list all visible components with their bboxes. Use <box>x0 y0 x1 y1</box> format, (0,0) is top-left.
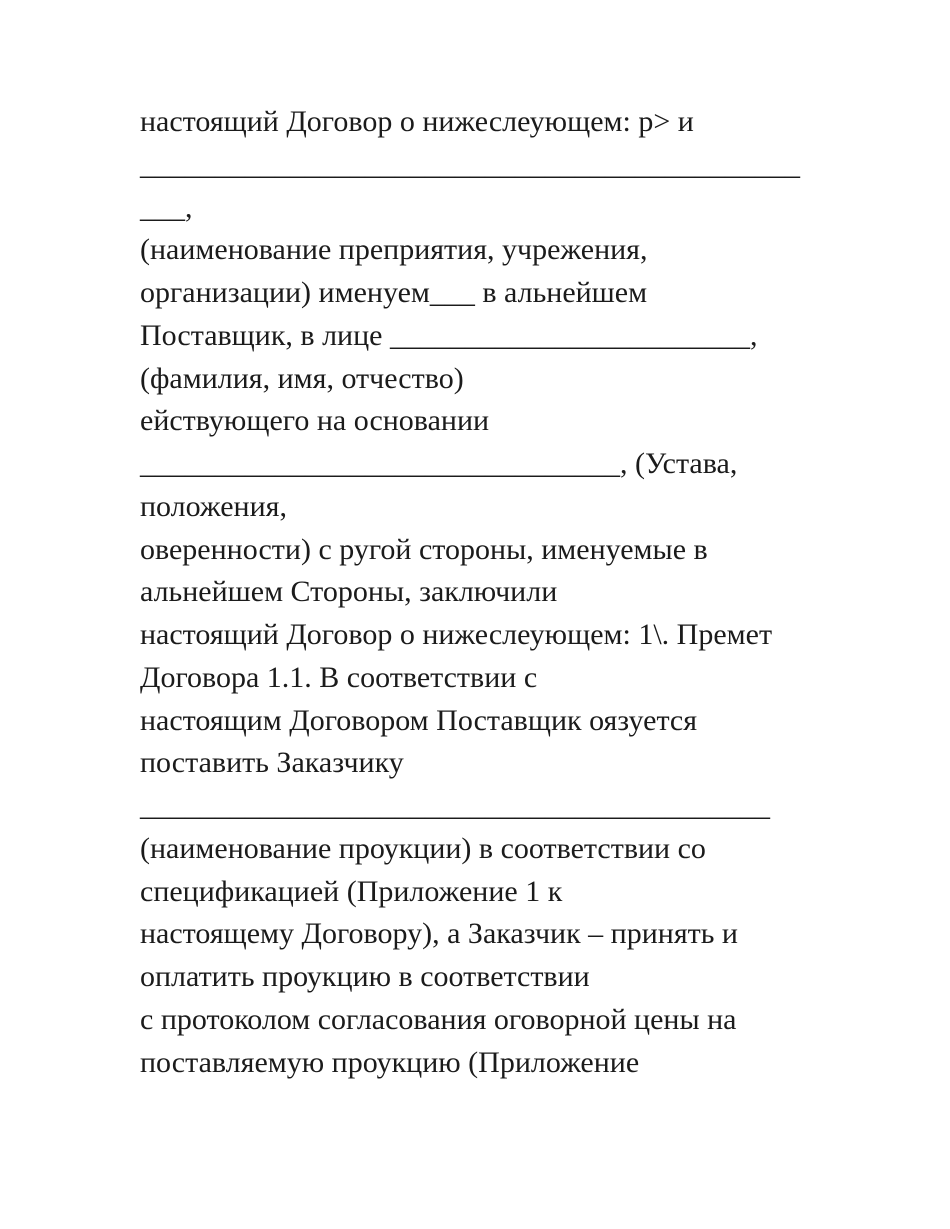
document-line: спецификацией (Приложение 1 к <box>140 874 563 908</box>
blank-fill-line: ___, <box>140 190 193 224</box>
document-line: оверенности) с ругой стороны, именуемые в <box>140 532 708 566</box>
document-line: с протоколом согласования оговорной цены на <box>140 1002 737 1036</box>
document-line: настоящему Договору), а Заказчик – принять и <box>140 917 738 951</box>
blank-fill-line: __________________________________________ <box>140 789 770 822</box>
document-line: ействующего на основании <box>140 404 490 438</box>
document-line: Поставщик, в лице ________________________, <box>140 318 758 352</box>
document-line: (наименование проукции) в соответствии со <box>140 831 706 865</box>
document-line: настоящий Договор о нижеслеующем: 1\. Премет <box>140 618 773 651</box>
document-line: настоящий Договор о нижеслеующем: p> и <box>140 105 694 138</box>
document-line: поставить Заказчику <box>140 746 404 780</box>
blank-fill-line: ________________________________, (Устава, <box>140 447 738 480</box>
document-line: (наименование преприятия, учрежения, <box>140 233 648 267</box>
blank-fill-line: ____________________________________________ <box>140 147 800 181</box>
document-line: положения, <box>140 489 287 523</box>
document-line: альнейшем Стороны, заключили <box>140 575 558 609</box>
document-line: (фамилия, имя, отчество) <box>140 361 464 395</box>
document-line: Договора 1.1. В соответствии с <box>140 660 538 694</box>
document-line: оплатить проукцию в соответствии <box>140 960 590 993</box>
document-line: организации) именуем___ в альнейшем <box>140 276 648 309</box>
document-line: настоящим Договором Поставщик оязуется <box>140 703 698 737</box>
document-line: поставляемую проукцию (Приложение <box>140 1045 640 1079</box>
